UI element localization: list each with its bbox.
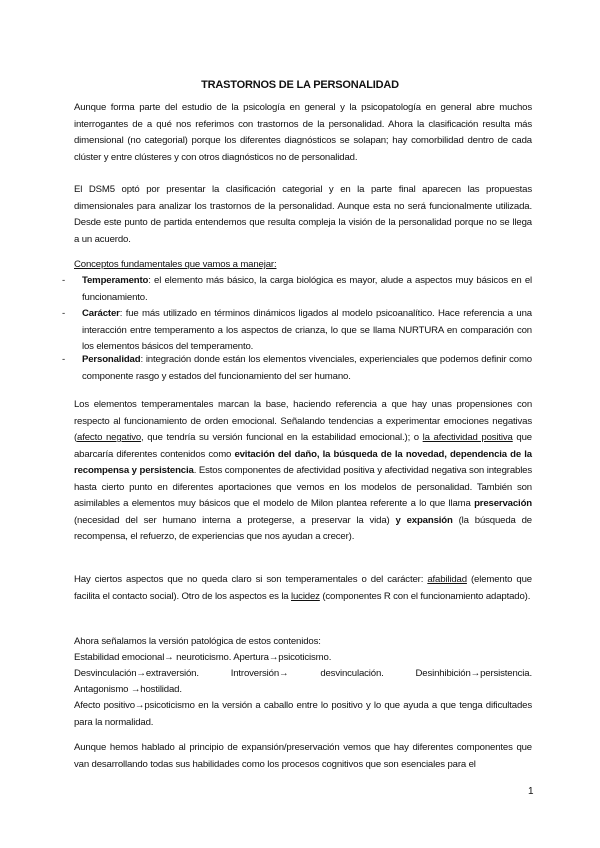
paragraph-expansion: Aunque hemos hablado al principio de expansión/preservación vemos que hay diferentes componentes que van desarrollando todas sus habilidades como los procesos cognitivos que son esenciales para el xyxy=(74,742,532,770)
term-personalidad: Personalidad xyxy=(82,354,141,365)
list-bullet: - xyxy=(62,275,66,286)
paragraph-afecto-positivo: Afecto positivo→psicoticismo en la versión a caballo entre lo positivo y lo que ayuda a que tenga dificultades para la normalidad. xyxy=(74,700,532,728)
paragraph-aspects: Hay ciertos aspectos que no queda claro si son temperamentales o del carácter: afabilidad (elemento que facilita el contacto social). Otro de los aspectos es la lucidez (componentes R con el funcionamiento adaptado). xyxy=(74,574,532,602)
pathological-line-2: Estabilidad emocional→ neuroticismo. Apertura→psicoticismo. xyxy=(74,652,332,663)
pathological-line-4: Antagonismo →hostilidad. xyxy=(74,684,182,695)
term-caracter: Carácter xyxy=(82,308,120,319)
list-bullet: - xyxy=(62,308,66,319)
list-item-caracter xyxy=(62,306,532,356)
paragraph-intro: Aunque forma parte del estudio de la psicología en general y la psicopatología en general abre muchos interrogantes de a qué nos referimos con trastornos de la personalidad. Ahora la clasificación resulta más dimensional (no categorial) porque los diferentes diagnósticos se solapan; hay comorbilidad dentro de cada clúster y entre clústeres y con otros diagnósticos no de personalidad. xyxy=(74,102,532,163)
pathological-intro: Ahora señalamos la versión patológica de estos contenidos: xyxy=(74,636,321,647)
paragraph-dsm5: El DSM5 optó por presentar la clasificación categorial y en la parte final aparecen las propuestas dimensionales para analizar los trastornos de la personalidad. Aunque esta no será funcionalmente utilizada. Desde este punto de partida entendemos que resulta compleja la visión de la personalidad porque no se llega a un acuerdo. xyxy=(74,184,532,245)
definition-caracter: : fue más utilizado en términos dinámicos ligados al modelo psicoanalítico. Hace referencia a una interacción entre temperamento a los aspectos de crianza, lo que se llama NURTURA en comparación con los elementos básicos del temperamento. xyxy=(82,308,532,352)
page-number: 1 xyxy=(528,786,534,797)
paragraph-temperamental: Los elementos temperamentales marcan la base, haciendo referencia a que hay unas propensiones con respecto al funcionamiento de orden emocional. Señalando tendencias a experimentar emociones negativas (afecto negativo, que tendría su versión funcional en la estabilidad emocional.); o la afectividad positiva que abarcaría diferentes contenidos como evitación del daño, la búsqueda de la novedad, dependencia de la recompensa y persistencia. Estos componentes de afectividad positiva y afectividad negativa son integrables hasta cierto punto en diferentes aportaciones que vemos en los modelos de personalidad. También son asimilables a elementos muy básicos que el modelo de Milon plantea referente a lo que llama preservación (necesidad del ser humano interna a protegerse, a preservar la vida) y expansión (la búsqueda de recompensa, el refuerzo, de experiencias que nos ayudan a crecer). xyxy=(74,399,533,542)
definition-temperamento: : el elemento más básico, la carga biológica es mayor, alude a aspectos muy básicos en el funcionamiento. xyxy=(82,275,532,303)
pathological-row: Desvinculación→extraversión. Introversión→ desvinculación. Desinhibición→persistencia. xyxy=(74,668,532,679)
list-item-temperamento xyxy=(62,273,532,306)
term-temperamento: Temperamento xyxy=(82,275,149,286)
list-item-personalidad xyxy=(62,352,532,385)
list-bullet: - xyxy=(62,354,66,365)
page-title: TRASTORNOS DE LA PERSONALIDAD xyxy=(201,79,399,91)
definition-personalidad: : integración donde están los elementos vivenciales, experienciales que podemos definir como componente rasgo y estados del funcionamiento del ser humano. xyxy=(82,354,532,382)
concepts-heading: Conceptos fundamentales que vamos a manejar: xyxy=(74,259,277,270)
